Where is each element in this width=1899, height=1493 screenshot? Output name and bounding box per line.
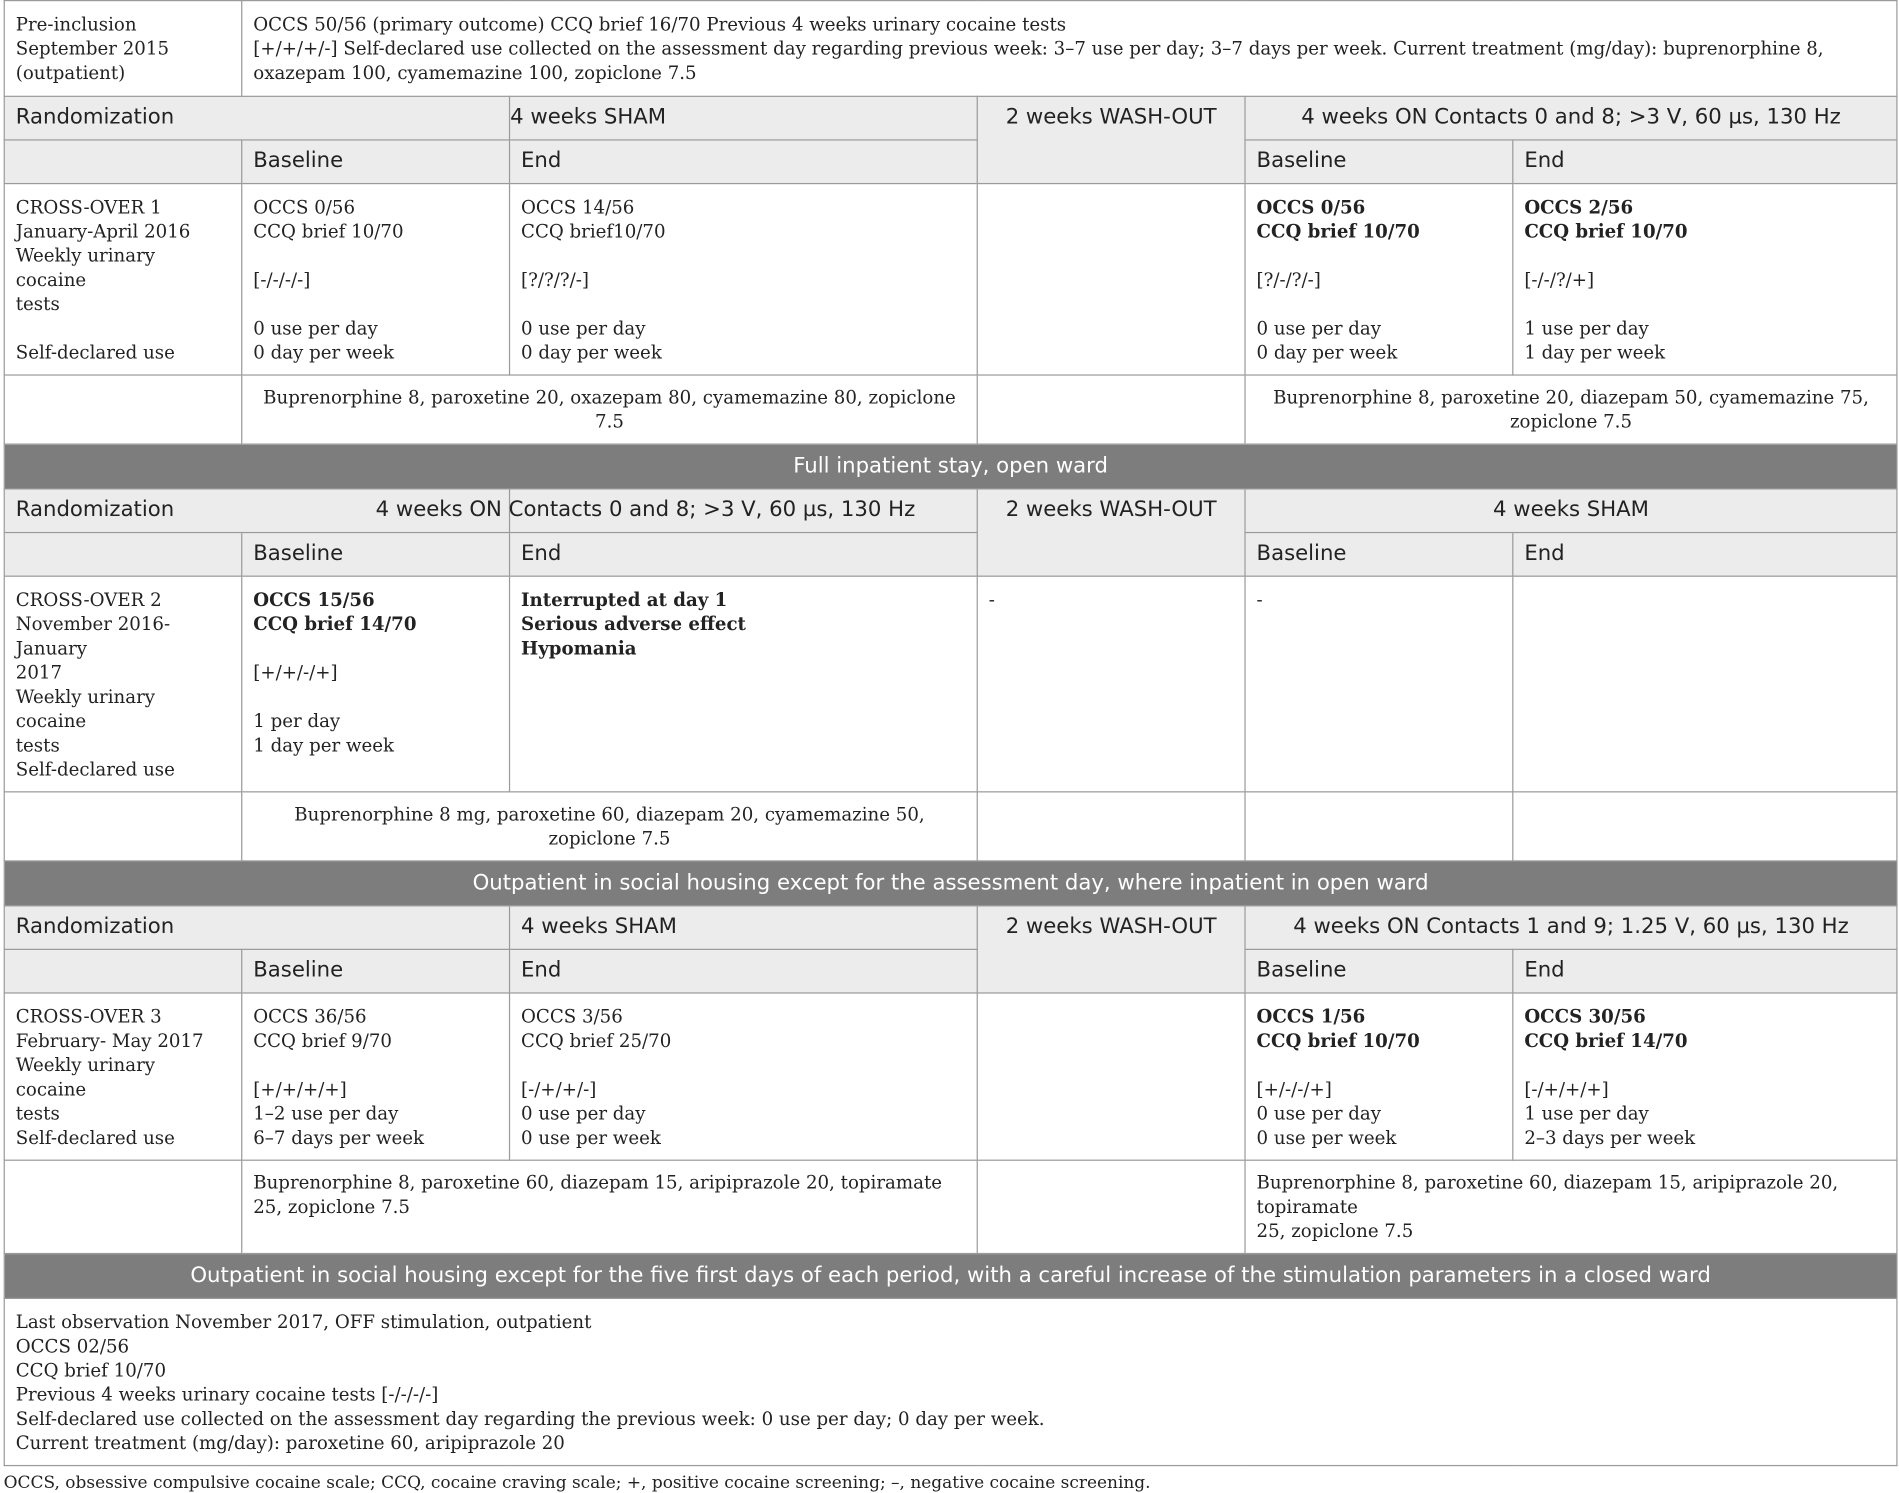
randomization-header: Randomization [4,489,509,533]
period1-header: 4 weeks SHAM [510,96,978,140]
cross2-header-row [4,489,1897,533]
cross3-on-baseline: OCCS 1/56 CCQ brief 10/70 [+/-/-/+] 0 use per day 0 use per week [1245,993,1513,1160]
washout-header: 2 weeks WASH-OUT [977,906,1245,993]
setting-banner: Full inpatient stay, open ward [4,444,1897,489]
cross2-subheader-row [4,533,1897,577]
cross3-meds-on: Buprenorphine 8, paroxetine 60, diazepam 15, aripiprazole 20, topiramate 25, zopiclone 7.5 [1245,1160,1897,1253]
baseline-header: Baseline [1245,140,1513,184]
cross2-label: CROSS-OVER 2 November 2016-January 2017 Weekly urinary cocaine tests Self-declared use [4,576,241,792]
end-header: End [1513,949,1897,993]
cross3-meds-sham: Buprenorphine 8, paroxetine 60, diazepam 15, aripiprazole 20, topiramate 25, zopiclone 7.5 [242,1160,978,1253]
cross3-header-row [4,906,1897,950]
cross1-sham-baseline: OCCS 0/56 CCQ brief 10/70 [-/-/-/-] 0 use per day 0 day per week [242,184,510,375]
period2-header: 4 weeks ON Contacts 1 and 9; 1.25 V, 60 µs, 130 Hz [1245,906,1897,950]
cross1-label: CROSS-OVER 1 January-April 2016 Weekly urinary cocaine tests Self-declared use [4,184,241,375]
period1-header: 4 weeks SHAM [510,906,978,950]
cross3-on-end: OCCS 30/56 CCQ brief 14/70 [-/+/+/+] 1 use per day 2–3 days per week [1513,993,1897,1160]
cross1-washout [977,184,1245,375]
cross3-washout [977,993,1245,1160]
cross1-subheader-row [4,140,1897,184]
cross2-washout: - [977,576,1245,792]
cross1-meds-sham: Buprenorphine 8, paroxetine 20, oxazepam 80, cyamemazine 80, zopiclone 7.5 [242,375,978,444]
setting-banner: Outpatient in social housing except for the assessment day, where inpatient in open ward [4,861,1897,906]
pre-inclusion-label: Pre-inclusion September 2015 (outpatient) [4,1,241,97]
cross2-sham-end [1513,576,1897,792]
cross2-sham-baseline: - [1245,576,1513,792]
cross1-on-end: OCCS 2/56 CCQ brief 10/70 [-/-/?/+] 1 use per day 1 day per week [1513,184,1897,375]
results-table [4,0,1898,1466]
cross3-label: CROSS-OVER 3 February- May 2017 Weekly urinary cocaine tests Self-declared use [4,993,241,1160]
end-header: End [510,949,978,993]
baseline-header: Baseline [1245,533,1513,577]
table-footnote: OCCS, obsessive compulsive cocaine scale; CCQ, cocaine craving scale; +, positive cocaine screening; –, negative cocaine screening. [3,1473,1151,1493]
period2-header: 4 weeks ON Contacts 0 and 8; >3 V, 60 µs, 130 Hz [1245,96,1897,140]
cross2-on-baseline: OCCS 15/56 CCQ brief 14/70 [+/+/-/+] 1 per day 1 day per week [242,576,510,792]
cross3-sham-end: OCCS 3/56 CCQ brief 25/70 [-/+/+/-] 0 use per day 0 use per week [510,993,978,1160]
banner-row-3 [4,1254,1897,1299]
baseline-header: Baseline [242,949,510,993]
banner-row-1 [4,444,1897,489]
pre-inclusion-details: OCCS 50/56 (primary outcome) CCQ brief 16/70 Previous 4 weeks urinary cocaine tests [+/+/+/-] Self-declared use collected on the assessment day regarding previous week: 3–7 use per day; 3–7 days per week. Current treatment (mg/day): buprenorphine 8, oxazepam 100, cyamemazine 100, zopiclone 7.5 [242,1,1897,97]
cross3-body-row [4,993,1897,1160]
cross1-sham-end: OCCS 14/56 CCQ brief10/70 [?/?/?/-] 0 use per day 0 day per week [510,184,978,375]
end-header: End [1513,140,1897,184]
end-header: End [1513,533,1897,577]
cross1-header-row [4,96,1897,140]
setting-banner: Outpatient in social housing except for the five first days of each period, with a careful increase of the stimulation parameters in a closed ward [4,1254,1897,1299]
period1-header: 4 weeks ON Contacts 0 and 8; >3 V, 60 µs, 130 Hz [510,489,978,533]
cross3-meds-row [4,1160,1897,1253]
cross2-meds-on: Buprenorphine 8 mg, paroxetine 60, diazepam 20, cyamemazine 50, zopiclone 7.5 [242,792,978,861]
pre-inclusion-row [4,1,1897,97]
randomization-header: Randomization [4,96,509,140]
cross1-on-baseline: OCCS 0/56 CCQ brief 10/70 [?/-/?/-] 0 use per day 0 day per week [1245,184,1513,375]
last-observation-row [4,1298,1897,1465]
cross2-on-end: Interrupted at day 1 Serious adverse effect Hypomania [510,576,978,792]
washout-header: 2 weeks WASH-OUT [977,489,1245,576]
washout-header: 2 weeks WASH-OUT [977,96,1245,183]
cross3-subheader-row [4,949,1897,993]
cross1-meds-row [4,375,1897,444]
randomization-header: Randomization [4,906,509,950]
baseline-header: Baseline [1245,949,1513,993]
end-header: End [510,140,978,184]
cross2-meds-row [4,792,1897,861]
cross3-sham-baseline: OCCS 36/56 CCQ brief 9/70 [+/+/+/+] 1–2 use per day 6–7 days per week [242,993,510,1160]
baseline-header: Baseline [242,533,510,577]
last-observation: Last observation November 2017, OFF stimulation, outpatient OCCS 02/56 CCQ brief 10/70 Previous 4 weeks urinary cocaine tests [-/-/-/-] Self-declared use collected on the assessment day regarding the previous week: 0 use per day; 0 day per week. Current treatment (mg/day): paroxetine 60, aripiprazole 20 [4,1298,1897,1465]
end-header: End [510,533,978,577]
cross1-body-row [4,184,1897,375]
cross1-meds-on: Buprenorphine 8, paroxetine 20, diazepam 50, cyamemazine 75, zopiclone 7.5 [1245,375,1897,444]
period2-header: 4 weeks SHAM [1245,489,1897,533]
baseline-header: Baseline [242,140,510,184]
cross2-body-row [4,576,1897,792]
banner-row-2 [4,861,1897,906]
